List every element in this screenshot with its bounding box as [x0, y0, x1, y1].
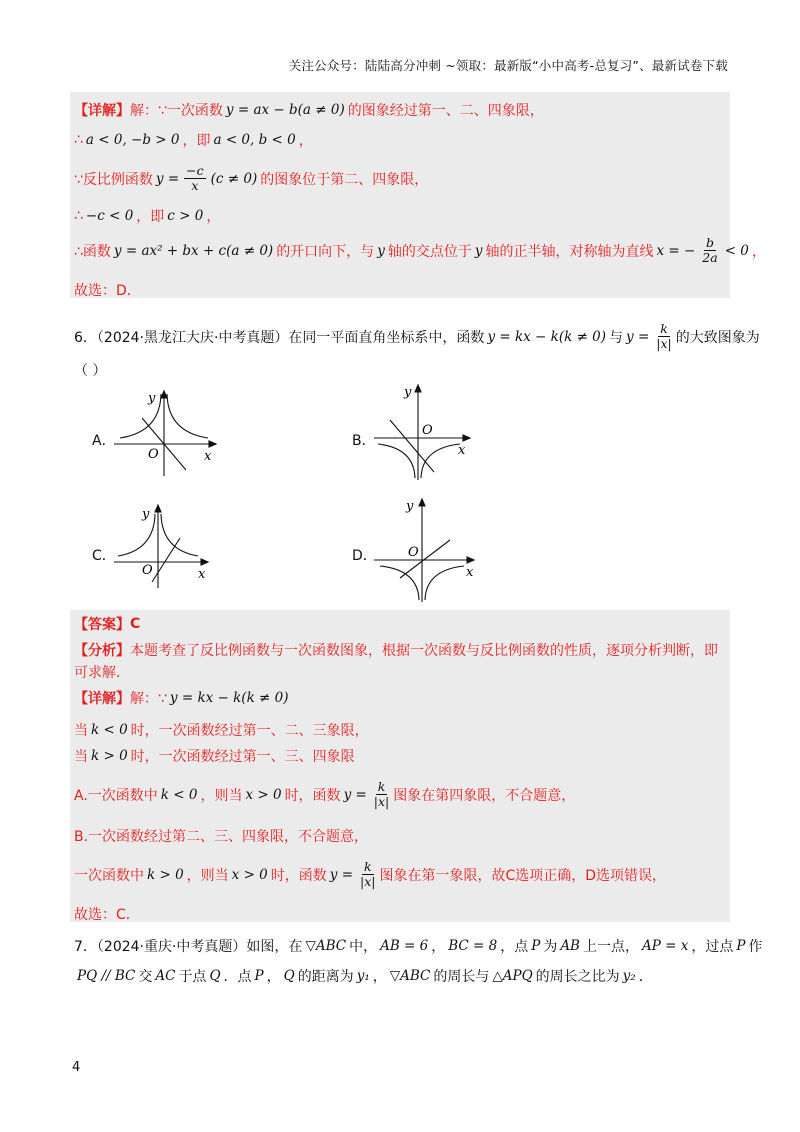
- answer-value: C: [130, 616, 141, 632]
- y-label: y: [406, 499, 414, 514]
- graph-option-c: [112, 500, 222, 590]
- hyperbola-right: [161, 514, 198, 556]
- hyperbola-right: [167, 394, 208, 438]
- origin-label: O: [142, 563, 153, 578]
- option-a-analysis: A.一次函数中 k < 0 ，则当 x > 0 时，函数 y = $\frac{k}{|x|}$ 图象在第四象限，不合题意，: [74, 779, 576, 809]
- origin-label: O: [408, 545, 419, 560]
- graph-option-d: [372, 494, 482, 604]
- y-label: y: [142, 507, 150, 522]
- prev-line-6: 故选：D．: [74, 283, 141, 299]
- page-number: 4: [72, 1060, 81, 1075]
- graph-option-b: [372, 382, 482, 482]
- prev-line-3: ∵反比例函数 y = $\frac{-c}{x}$ (c ≠ 0) 的图象位于第二、四象限，: [74, 163, 429, 193]
- analysis-line-1: 【分析】 本题考查了反比例函数与一次函数图象，根据一次函数与反比例函数的性质，逐项分析判断，即: [74, 643, 718, 659]
- hyperbola-left: [378, 444, 415, 478]
- fraction: $\frac{b}{2a}$: [702, 235, 718, 265]
- line-graph: [152, 538, 180, 582]
- answer-line: 【答案】 C: [74, 616, 141, 633]
- y-arrow-icon: [415, 385, 421, 392]
- detail-line: 【详解】 解：∵ y = kx − k(k ≠ 0): [74, 690, 289, 707]
- fraction: $\frac{k}{|x|}$: [360, 859, 376, 889]
- hyperbola-right: [425, 566, 464, 600]
- option-b-label[interactable]: B．: [352, 433, 376, 449]
- prev-solution-block: [70, 92, 730, 298]
- x-arrow-icon: [201, 559, 208, 565]
- y-label: y: [148, 391, 156, 406]
- option-d-label[interactable]: D．: [352, 548, 377, 564]
- option-c-analysis: 一次函数中 k > 0 ，则当 x > 0 时，函数 y = $\frac{k}{|x|}$ 图象在第一象限，故C选项正确，D选项错误，: [74, 859, 667, 889]
- x-arrow-icon: [209, 441, 216, 447]
- hyperbola-left: [380, 566, 419, 600]
- y-arrow-icon: [155, 505, 161, 512]
- case-2-line: 当 k > 0 时，一次函数经过第一、三、四象限: [74, 748, 355, 765]
- y-arrow-icon: [161, 391, 167, 398]
- page-header: 关注公众号：陆陆高分冲刺 ~领取：最新版“小中高考-总复习”、最新试卷下载: [288, 58, 728, 73]
- prev-line-2: ∴ a < 0, −b > 0 ，即 a < 0, b < 0 ，: [74, 132, 313, 149]
- prev-line-4: ∴ −c < 0 ，即 c > 0 ，: [74, 208, 221, 225]
- x-label: x: [458, 443, 466, 458]
- x-label: x: [466, 565, 474, 580]
- prev-line-1: 【详解】 解：∵一次函数 y = ax − b(a ≠ 0) 的图象经过第一、二、四象限，: [74, 102, 544, 119]
- option-a-label[interactable]: A．: [92, 433, 116, 449]
- prev-line-5: ∴函数 y = ax² + bx + c(a ≠ 0) 的开口向下，与 y 轴的交点位于 y 轴的正半轴，对称轴为直线 x = − $\frac{b}{2a}$ < 0 ，: [74, 235, 766, 265]
- hyperbola-left: [118, 514, 155, 556]
- x-arrow-icon: [463, 435, 470, 441]
- fraction: $\frac{k}{|x|}$: [656, 321, 672, 351]
- q7-line-2: PQ // BC 交 AC 于点 Q ．点 P ， Q 的距离为 y₁ ， ▽ABC 的周长与 △APQ 的周长之比为 y₂ ．: [77, 968, 653, 985]
- hyperbola-right: [421, 444, 460, 478]
- fraction: $\frac{k}{|x|}$: [373, 779, 390, 809]
- q7-line-1: 7．（2024·重庆·中考真题）如图，在 ▽ABC 中， AB = 6 ， BC = 8 ，点 P 为 AB 上一点， AP = x ，过点 P 作: [74, 938, 763, 955]
- option-c-label[interactable]: C．: [92, 548, 116, 564]
- origin-label: O: [148, 447, 159, 462]
- option-b-analysis: B.一次函数经过第二、三、四象限，不合题意，: [74, 829, 369, 845]
- q6-paren: （ ）: [74, 363, 107, 379]
- y-arrow-icon: [419, 499, 425, 506]
- final-answer-line: 故选：C．: [74, 907, 140, 923]
- origin-label: O: [422, 423, 433, 438]
- graph-option-a: [112, 388, 222, 478]
- x-label: x: [204, 449, 212, 464]
- case-1-line: 当 k < 0 时，一次函数经过第一、二、三象限，: [74, 722, 369, 739]
- x-label: x: [198, 567, 206, 582]
- q6-stem: 6．（2024·黑龙江大庆·中考真题）在同一平面直角坐标系中，函数 y = kx − k(k ≠ 0) 与 y = $\frac{k}{|x|}$ 的大致图象为: [74, 321, 760, 351]
- fraction: $\frac{-c}{x}$: [186, 163, 204, 193]
- x-arrow-icon: [467, 557, 474, 563]
- analysis-line-2: 可求解．: [74, 665, 130, 681]
- y-label: y: [404, 385, 412, 400]
